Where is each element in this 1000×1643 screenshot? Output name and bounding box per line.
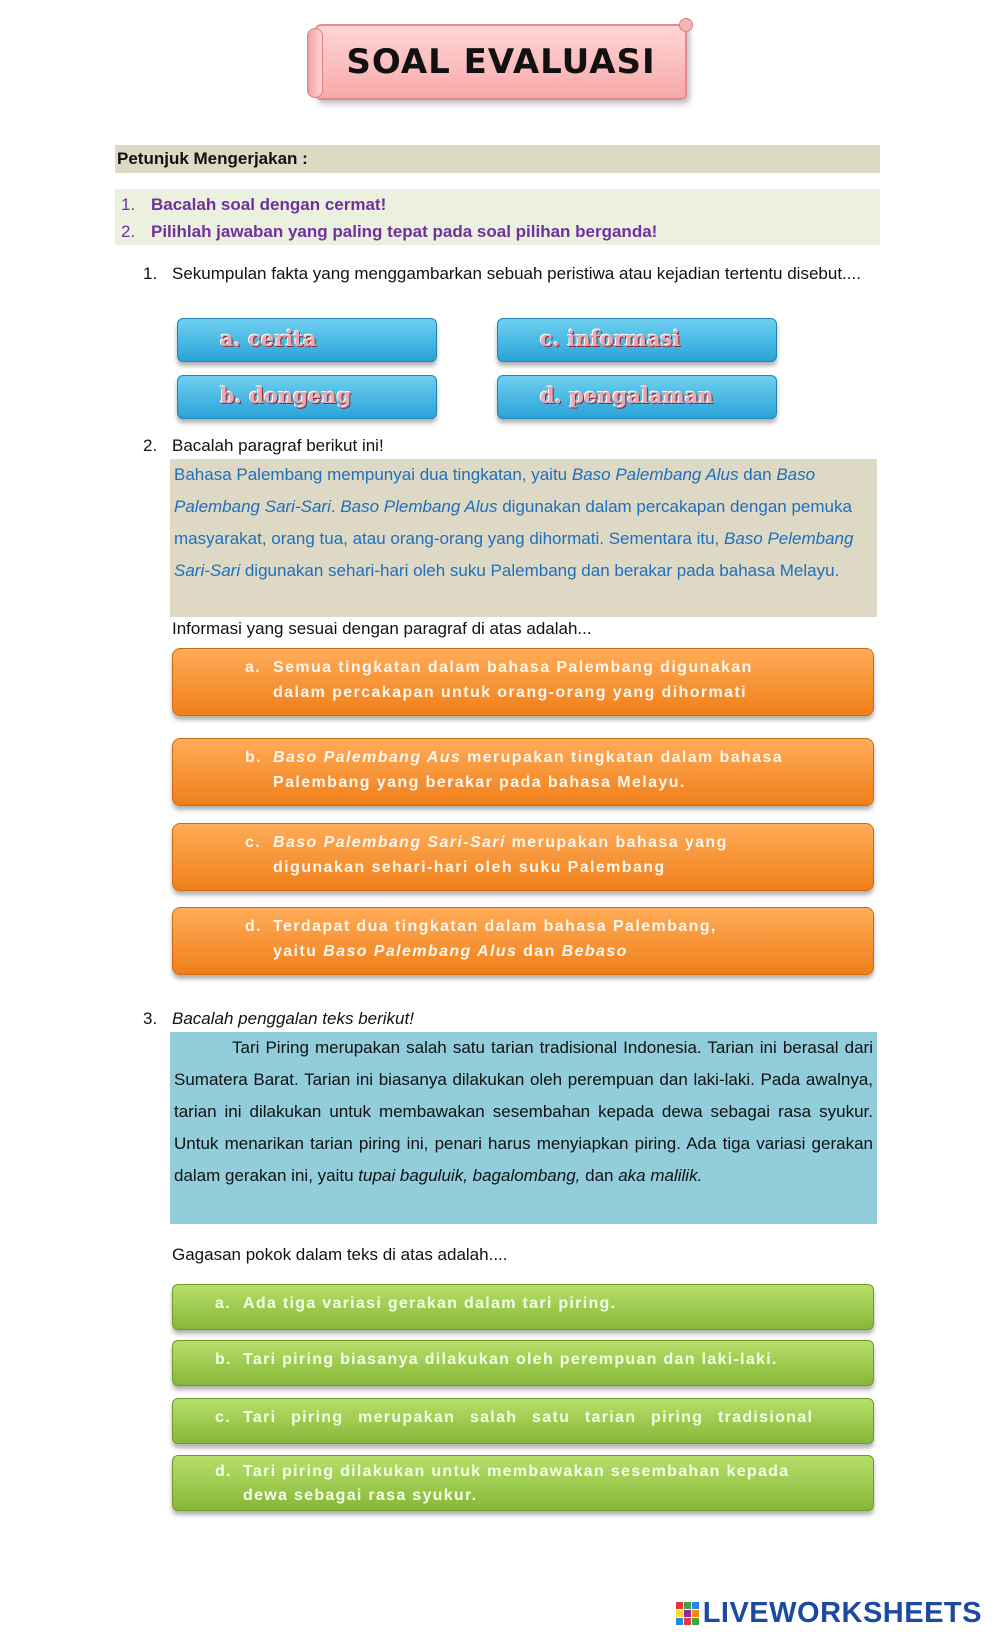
q3-paragraph: Tari Piring merupakan salah satu tarian tradisional Indonesia. Tarian ini berasal dari Sumatera Barat. Tarian ini biasanya dilakukan oleh perempuan dan laki-laki. Pada awalnya, tarian ini dilakukan untuk membawakan sesembahan kepada dewa sebagai rasa syukur. Untuk menarikan tarian piring ini, penari harus menyiapkan piring. Ada tiga variasi gerakan dalam gerakan ini, yaitu tupai baguluik, bagalombang, dan aka malilik. (170, 1032, 877, 1224)
q3-option-a-button[interactable]: a. Ada tiga variasi gerakan dalam tari piring. (172, 1284, 874, 1330)
question-2-number: 2. (143, 436, 158, 455)
question-1-text: Sekumpulan fakta yang menggambarkan sebuah peristiwa atau kejadian tertentu disebut.... (172, 264, 861, 283)
instructions-list (115, 189, 880, 245)
page-title: SOAL EVALUASI (346, 42, 656, 82)
question-2-intro: Bacalah paragraf berikut ini! (172, 436, 384, 455)
question-3-intro: Bacalah penggalan teks berikut! (172, 1009, 414, 1028)
q2-option-c-button[interactable]: c. Baso Palembang Sari-Sari merupakan bahasa yang digunakan sehari-hari oleh suku Palembang (172, 823, 874, 891)
question-3-question: Gagasan pokok dalam teks di atas adalah.... (172, 1245, 508, 1264)
q1-option-c-button[interactable]: c. informasi (497, 318, 777, 362)
scroll-curl-right (679, 18, 693, 32)
liveworksheets-logo-icon (676, 1602, 699, 1625)
liveworksheets-logo[interactable] (676, 1597, 982, 1630)
q2-option-a-button[interactable]: a. Semua tingkatan dalam bahasa Palembang digunakan dalam percakapan untuk orang-orang yang dihormati (172, 648, 874, 716)
q1-option-d-button[interactable]: d. pengalaman (497, 375, 777, 419)
q3-option-d-button[interactable]: d. Tari piring dilakukan untuk membawakan sesembahan kepada dewa sebagai rasa syukur. (172, 1455, 874, 1511)
q2-option-b-button[interactable]: b. Baso Palembang Aus merupakan tingkatan dalam bahasa Palembang yang berakar pada bahasa Melayu. (172, 738, 874, 806)
q1-option-b-button[interactable]: b. dongeng (177, 375, 437, 419)
question-2-question: Informasi yang sesuai dengan paragraf di atas adalah... (172, 619, 592, 638)
scroll-curl-left (307, 28, 323, 98)
instruction-item: 2. Pilihlah jawaban yang paling tepat pada soal pilihan berganda! (121, 222, 658, 241)
q1-option-a-button[interactable]: a. cerita (177, 318, 437, 362)
q2-paragraph: Bahasa Palembang mempunyai dua tingkatan, yaitu Baso Palembang Alus dan Baso Palembang Sari-Sari. Baso Plembang Alus digunakan dalam percakapan dengan pemuka masyarakat, orang tua, atau orang-orang yang dihormati. Sementara itu, Baso Pelembang Sari-Sari digunakan sehari-hari oleh suku Palembang dan berakar pada bahasa Melayu. (170, 459, 877, 617)
question-3-number: 3. (143, 1009, 158, 1028)
q3-option-c-button[interactable]: c. Tari piring merupakan salah satu tarian piring tradisional (172, 1398, 874, 1444)
q3-option-b-button[interactable]: b. Tari piring biasanya dilakukan oleh perempuan dan laki-laki. (172, 1340, 874, 1386)
question-1-number: 1. (143, 264, 158, 283)
title-banner (315, 24, 687, 100)
q2-option-d-button[interactable]: d. Terdapat dua tingkatan dalam bahasa Palembang, yaitu Baso Palembang Alus dan Bebaso (172, 907, 874, 975)
instruction-item: 1. Bacalah soal dengan cermat! (121, 195, 387, 214)
brand-name: LIVEWORKSHEETS (702, 1597, 982, 1629)
instructions-heading: Petunjuk Mengerjakan : (115, 145, 880, 173)
